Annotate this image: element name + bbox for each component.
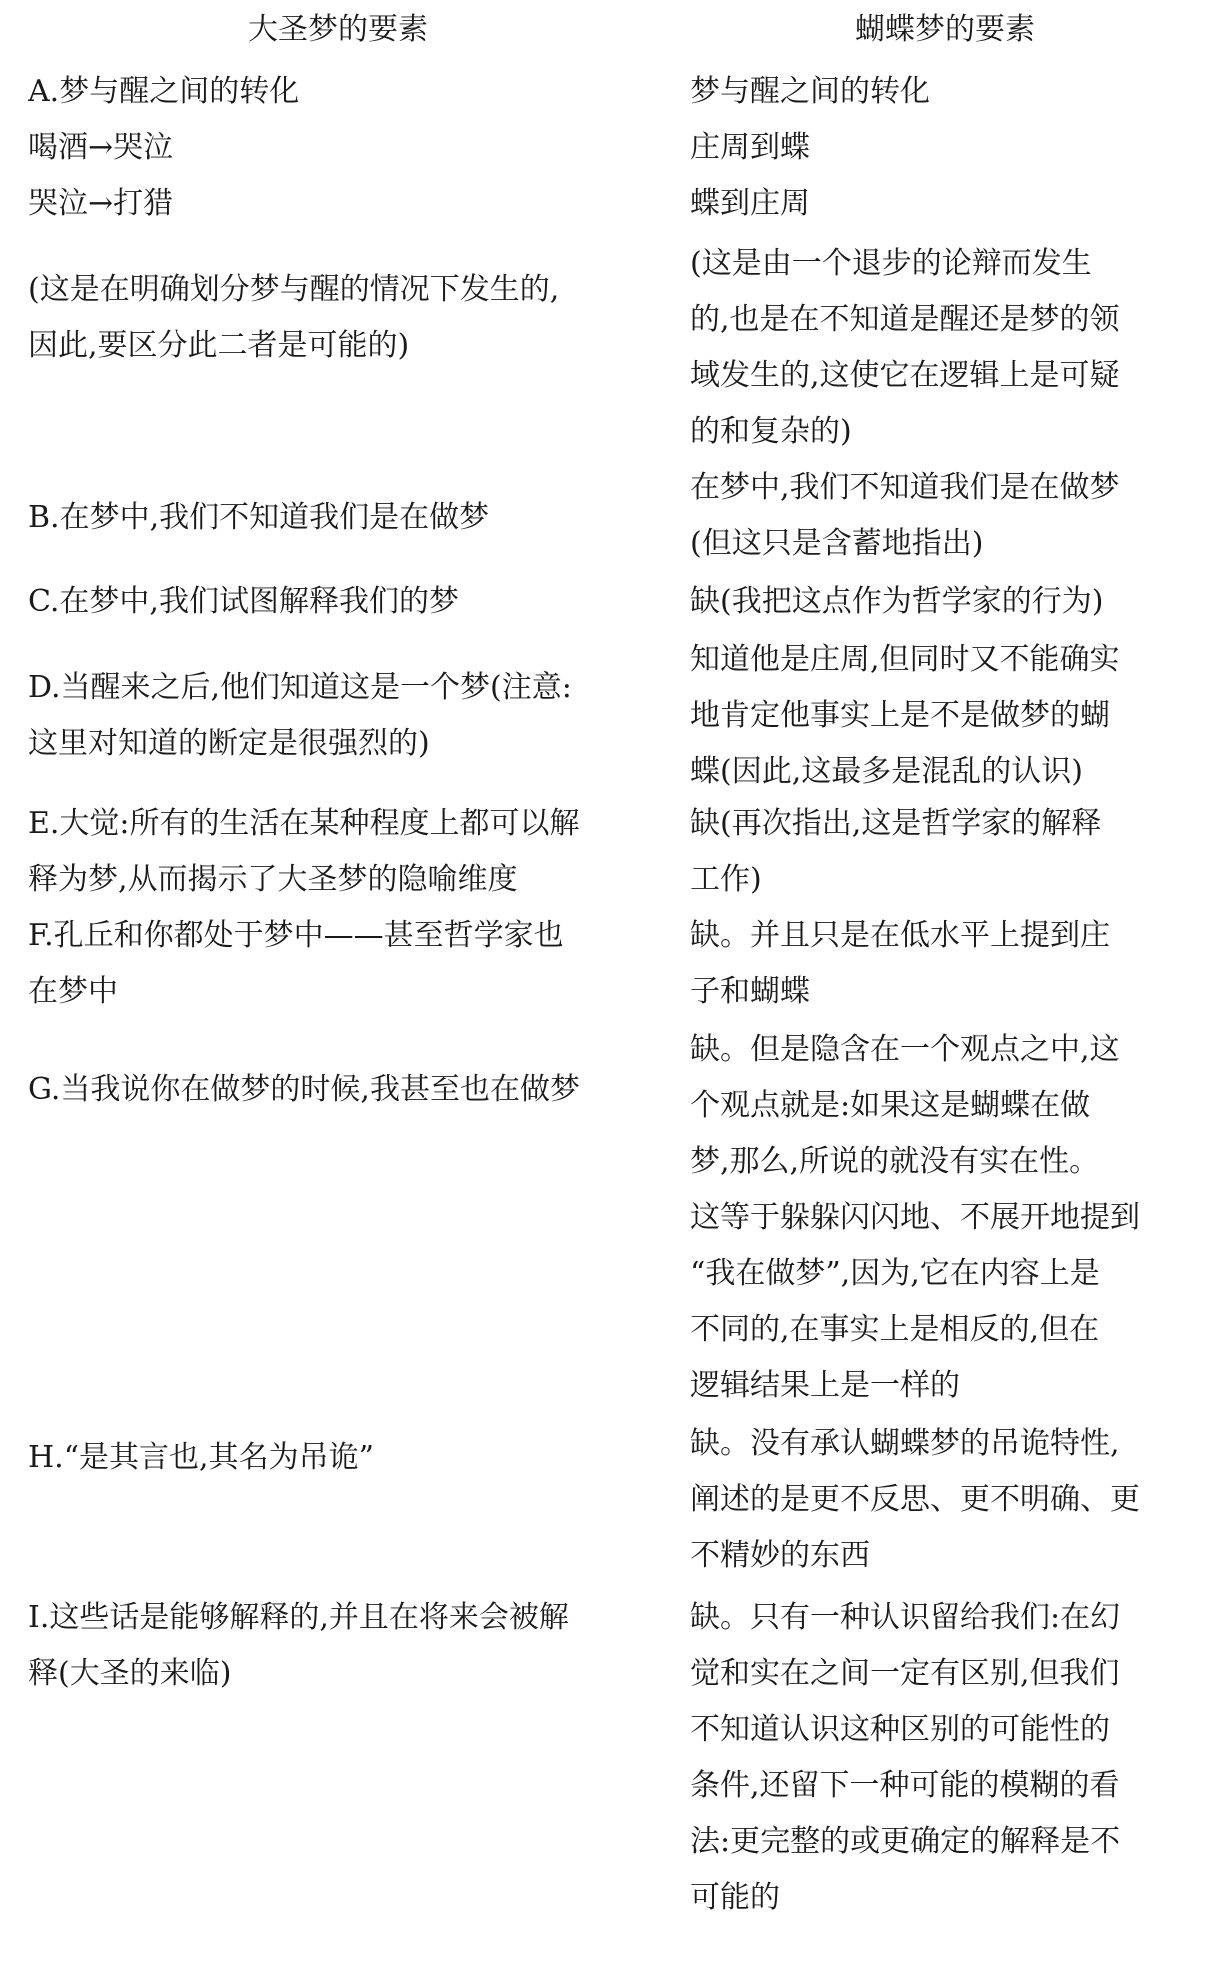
text-line: 地肯定他事实上是不是做梦的蝴: [690, 698, 1110, 733]
text-line: 缺。没有承认蝴蝶梦的吊诡特性,: [690, 1426, 1120, 1461]
text-line: “我在做梦”,因为,它在内容上是: [690, 1256, 1100, 1291]
text-line: 不同的,在事实上是相反的,但在: [690, 1312, 1100, 1347]
row-e-left: [28, 796, 668, 908]
text-line: H.“是其言也,其名为吊诡”: [28, 1440, 374, 1475]
text-line: (但这只是含蓄地指出): [690, 526, 984, 561]
row-i-right: [690, 1590, 1200, 1926]
text-line: 哭泣→打猎: [28, 186, 174, 221]
text-line: 这等于躲躲闪闪地、不展开地提到: [690, 1200, 1140, 1235]
row-a-left: [28, 64, 668, 120]
text-line: 释为梦,从而揭示了大圣梦的隐喻维度: [28, 862, 518, 897]
text-line: E.大觉:所有的生活在某种程度上都可以解: [28, 806, 580, 841]
text-line: (这是在明确划分梦与醒的情况下发生的,: [28, 272, 560, 307]
text-line: 的,也是在不知道是醒还是梦的领: [690, 302, 1120, 337]
row-2-right: [690, 120, 1200, 176]
text-line: 不精妙的东西: [690, 1538, 870, 1573]
text-line: 缺。但是隐含在一个观点之中,这: [690, 1032, 1120, 1067]
row-f-right: [690, 908, 1200, 1020]
text-line: 可能的: [690, 1880, 780, 1915]
text-line: 喝酒→哭泣: [28, 130, 174, 165]
row-a-right: [690, 64, 1200, 120]
row-b-right: [690, 460, 1200, 572]
row-c-right: [690, 574, 1200, 630]
text-line: 缺。并且只是在低水平上提到庄: [690, 918, 1110, 953]
text-line: 缺(再次指出,这是哲学家的解释: [690, 806, 1102, 841]
text-line: 阐述的是更不反思、更不明确、更: [690, 1482, 1140, 1517]
text-line: 在梦中,我们不知道我们是在做梦: [690, 470, 1120, 505]
text-line: 工作): [690, 862, 762, 897]
row-h-right: [690, 1416, 1200, 1584]
text-line: 知道他是庄周,但同时又不能确实: [690, 642, 1120, 677]
row-h-left: [28, 1430, 668, 1486]
row-g-left: [28, 1062, 668, 1118]
text-line: 缺(我把这点作为哲学家的行为): [690, 584, 1104, 619]
row-b-left: [28, 490, 668, 546]
row-3-left: [28, 176, 668, 232]
text-line: (这是由一个退步的论辩而发生: [690, 246, 1092, 281]
text-line: 释(大圣的来临): [28, 1656, 232, 1691]
text-line: 在梦中: [28, 974, 118, 1009]
row-d-left: [28, 660, 668, 772]
row-i-left: [28, 1590, 668, 1702]
text-line: 蝶到庄周: [690, 186, 810, 221]
text-line: 梦,那么,所说的就没有实在性。: [690, 1144, 1100, 1179]
text-line: 逻辑结果上是一样的: [690, 1368, 960, 1403]
column-header-right: 蝴蝶梦的要素: [855, 12, 1035, 47]
text-line: G.当我说你在做梦的时候,我甚至也在做梦: [28, 1072, 580, 1107]
column-header-left: 大圣梦的要素: [248, 12, 428, 47]
row-2-left: [28, 120, 668, 176]
row-3-right: [690, 176, 1200, 232]
row-e-right: [690, 796, 1200, 908]
text-line: 条件,还留下一种可能的模糊的看: [690, 1768, 1120, 1803]
row-f-left: [28, 908, 668, 1020]
text-line: B.在梦中,我们不知道我们是在做梦: [28, 500, 490, 535]
text-line: F.孔丘和你都处于梦中——甚至哲学家也: [28, 918, 564, 953]
text-line: 这里对知道的断定是很强烈的): [28, 726, 430, 761]
text-line: 法:更完整的或更确定的解释是不: [690, 1824, 1121, 1859]
row-4-left: [28, 262, 668, 374]
text-line: D.当醒来之后,他们知道这是一个梦(注意:: [28, 670, 572, 705]
text-line: C.在梦中,我们试图解释我们的梦: [28, 584, 459, 619]
row-4-right: [690, 236, 1200, 460]
text-line: 的和复杂的): [690, 414, 852, 449]
text-line: 觉和实在之间一定有区别,但我们: [690, 1656, 1120, 1691]
text-line: 子和蝴蝶: [690, 974, 810, 1009]
text-line: 蝶(因此,这最多是混乱的认识): [690, 754, 1083, 789]
row-g-right: [690, 1022, 1200, 1414]
text-line: 庄周到蝶: [690, 130, 810, 165]
text-line: 梦与醒之间的转化: [690, 74, 930, 109]
text-line: I.这些话是能够解释的,并且在将来会被解: [28, 1600, 569, 1635]
text-line: 个观点就是:如果这是蝴蝶在做: [690, 1088, 1091, 1123]
row-d-right: [690, 632, 1200, 800]
text-line: 缺。只有一种认识留给我们:在幻: [690, 1600, 1121, 1635]
text-line: 因此,要区分此二者是可能的): [28, 328, 410, 363]
row-c-left: [28, 574, 668, 630]
text-line: 域发生的,这使它在逻辑上是可疑: [690, 358, 1120, 393]
text-line: 不知道认识这种区别的可能性的: [690, 1712, 1110, 1747]
text-line: A.梦与醒之间的转化: [28, 74, 300, 109]
